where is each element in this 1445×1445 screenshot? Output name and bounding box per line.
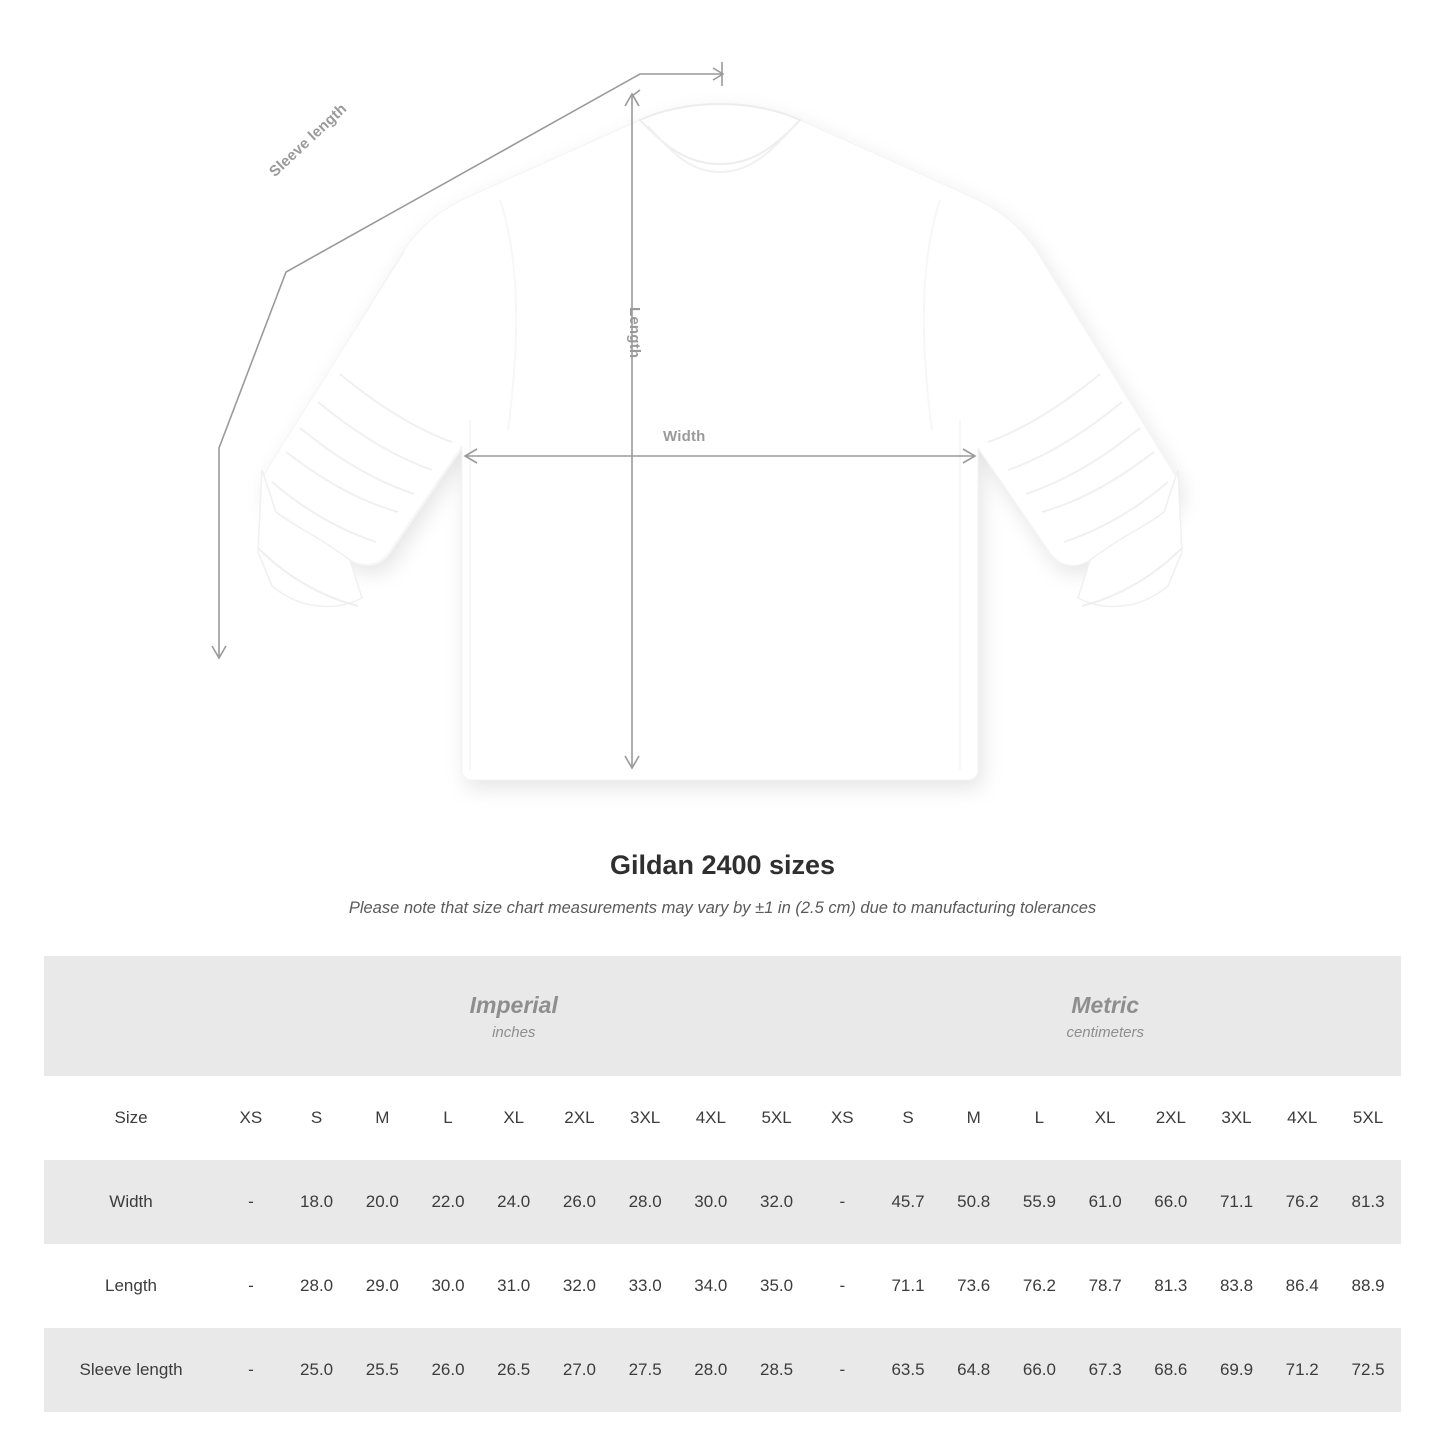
cell-sleeve-imperial-xs: - xyxy=(218,1328,284,1412)
col-header-metric-xl: XL xyxy=(1072,1076,1138,1160)
col-header-metric-s: S xyxy=(875,1076,941,1160)
cell-length-imperial-4xl: 34.0 xyxy=(678,1244,744,1328)
cell-sleeve-imperial-m: 25.5 xyxy=(349,1328,415,1412)
cell-width-metric-3xl: 71.1 xyxy=(1204,1160,1270,1244)
col-header-imperial-xs: XS xyxy=(218,1076,284,1160)
cell-width-imperial-xs: - xyxy=(218,1160,284,1244)
col-header-imperial-m: M xyxy=(349,1076,415,1160)
system-header-metric xyxy=(809,956,1401,1076)
cell-width-metric-xs: - xyxy=(809,1160,875,1244)
cell-width-imperial-4xl: 30.0 xyxy=(678,1160,744,1244)
col-header-imperial-l: L xyxy=(415,1076,481,1160)
table-row xyxy=(44,1328,1401,1412)
col-header-metric-xs: XS xyxy=(809,1076,875,1160)
cell-sleeve-metric-s: 63.5 xyxy=(875,1328,941,1412)
system-header-imperial xyxy=(218,956,809,1076)
cell-width-imperial-l: 22.0 xyxy=(415,1160,481,1244)
cell-sleeve-imperial-xl: 26.5 xyxy=(481,1328,547,1412)
metric-name: Metric xyxy=(1071,992,1140,1019)
table-row xyxy=(44,1160,1401,1244)
cell-width-metric-m: 50.8 xyxy=(941,1160,1007,1244)
system-header-row xyxy=(44,956,1401,1076)
metric-unit: centimeters xyxy=(1066,1023,1144,1041)
col-header-imperial-2xl: 2XL xyxy=(547,1076,613,1160)
system-header-spacer xyxy=(44,956,218,1076)
cell-length-imperial-2xl: 32.0 xyxy=(547,1244,613,1328)
cell-sleeve-metric-5xl: 72.5 xyxy=(1335,1328,1401,1412)
cell-sleeve-metric-xs: - xyxy=(809,1328,875,1412)
cell-width-imperial-2xl: 26.0 xyxy=(547,1160,613,1244)
col-header-metric-2xl: 2XL xyxy=(1138,1076,1204,1160)
cell-length-metric-xl: 78.7 xyxy=(1072,1244,1138,1328)
cell-width-metric-l: 55.9 xyxy=(1007,1160,1073,1244)
cell-length-metric-l: 76.2 xyxy=(1007,1244,1073,1328)
row-label-length: Length xyxy=(44,1244,218,1328)
chart-header xyxy=(0,850,1445,918)
cell-length-metric-3xl: 83.8 xyxy=(1204,1244,1270,1328)
cell-width-metric-5xl: 81.3 xyxy=(1335,1160,1401,1244)
cell-sleeve-imperial-3xl: 27.5 xyxy=(612,1328,678,1412)
cell-length-imperial-3xl: 33.0 xyxy=(612,1244,678,1328)
cell-sleeve-imperial-4xl: 28.0 xyxy=(678,1328,744,1412)
cell-width-metric-4xl: 76.2 xyxy=(1269,1160,1335,1244)
size-chart-table xyxy=(44,956,1401,1412)
cell-width-imperial-s: 18.0 xyxy=(284,1160,350,1244)
imperial-name: Imperial xyxy=(469,992,558,1019)
size-header-row xyxy=(44,1076,1401,1160)
cell-length-imperial-5xl: 35.0 xyxy=(744,1244,810,1328)
cell-length-metric-xs: - xyxy=(809,1244,875,1328)
cell-length-metric-2xl: 81.3 xyxy=(1138,1244,1204,1328)
length-label: Length xyxy=(626,307,643,359)
cell-width-imperial-m: 20.0 xyxy=(349,1160,415,1244)
cell-length-imperial-m: 29.0 xyxy=(349,1244,415,1328)
page-title: Gildan 2400 sizes xyxy=(609,850,836,880)
cell-sleeve-imperial-s: 25.0 xyxy=(284,1328,350,1412)
cell-sleeve-metric-xl: 67.3 xyxy=(1072,1328,1138,1412)
table-row xyxy=(44,1244,1401,1328)
cell-length-imperial-l: 30.0 xyxy=(415,1244,481,1328)
row-label-sleeve-length: Sleeve length xyxy=(44,1328,218,1412)
cell-width-metric-xl: 61.0 xyxy=(1072,1160,1138,1244)
cell-sleeve-metric-4xl: 71.2 xyxy=(1269,1328,1335,1412)
col-header-imperial-xl: XL xyxy=(481,1076,547,1160)
cell-length-metric-4xl: 86.4 xyxy=(1269,1244,1335,1328)
col-header-imperial-3xl: 3XL xyxy=(612,1076,678,1160)
cell-length-imperial-xs: - xyxy=(218,1244,284,1328)
sleeve-length-label: Sleeve length xyxy=(266,100,351,181)
cell-width-imperial-5xl: 32.0 xyxy=(744,1160,810,1244)
size-label-header: Size xyxy=(44,1076,218,1160)
row-label-width: Width xyxy=(44,1160,218,1244)
col-header-imperial-s: S xyxy=(284,1076,350,1160)
col-header-metric-3xl: 3XL xyxy=(1204,1076,1270,1160)
size-chart-table-wrap xyxy=(44,956,1401,1412)
cell-length-metric-s: 71.1 xyxy=(875,1244,941,1328)
cell-sleeve-imperial-2xl: 27.0 xyxy=(547,1328,613,1412)
cell-length-metric-m: 73.6 xyxy=(941,1244,1007,1328)
cell-width-imperial-xl: 24.0 xyxy=(481,1160,547,1244)
col-header-imperial-5xl: 5XL xyxy=(744,1076,810,1160)
cell-sleeve-metric-m: 64.8 xyxy=(941,1328,1007,1412)
cell-sleeve-imperial-l: 26.0 xyxy=(415,1328,481,1412)
cell-sleeve-metric-2xl: 68.6 xyxy=(1138,1328,1204,1412)
cell-width-metric-2xl: 66.0 xyxy=(1138,1160,1204,1244)
col-header-metric-l: L xyxy=(1007,1076,1073,1160)
cell-length-metric-5xl: 88.9 xyxy=(1335,1244,1401,1328)
col-header-imperial-4xl: 4XL xyxy=(678,1076,744,1160)
cell-sleeve-imperial-5xl: 28.5 xyxy=(744,1328,810,1412)
width-label: Width xyxy=(663,428,706,445)
cell-length-imperial-xl: 31.0 xyxy=(481,1244,547,1328)
imperial-unit: inches xyxy=(492,1023,536,1041)
col-header-metric-5xl: 5XL xyxy=(1335,1076,1401,1160)
cell-width-imperial-3xl: 28.0 xyxy=(612,1160,678,1244)
cell-length-imperial-s: 28.0 xyxy=(284,1244,350,1328)
cell-sleeve-metric-3xl: 69.9 xyxy=(1204,1328,1270,1412)
col-header-metric-4xl: 4XL xyxy=(1269,1076,1335,1160)
cell-width-metric-s: 45.7 xyxy=(875,1160,941,1244)
col-header-metric-m: M xyxy=(941,1076,1007,1160)
cell-sleeve-metric-l: 66.0 xyxy=(1007,1328,1073,1412)
tolerance-note: Please note that size chart measurements may vary by ±1 in (2.5 cm) due to manufacturing tolerances xyxy=(348,899,1097,917)
